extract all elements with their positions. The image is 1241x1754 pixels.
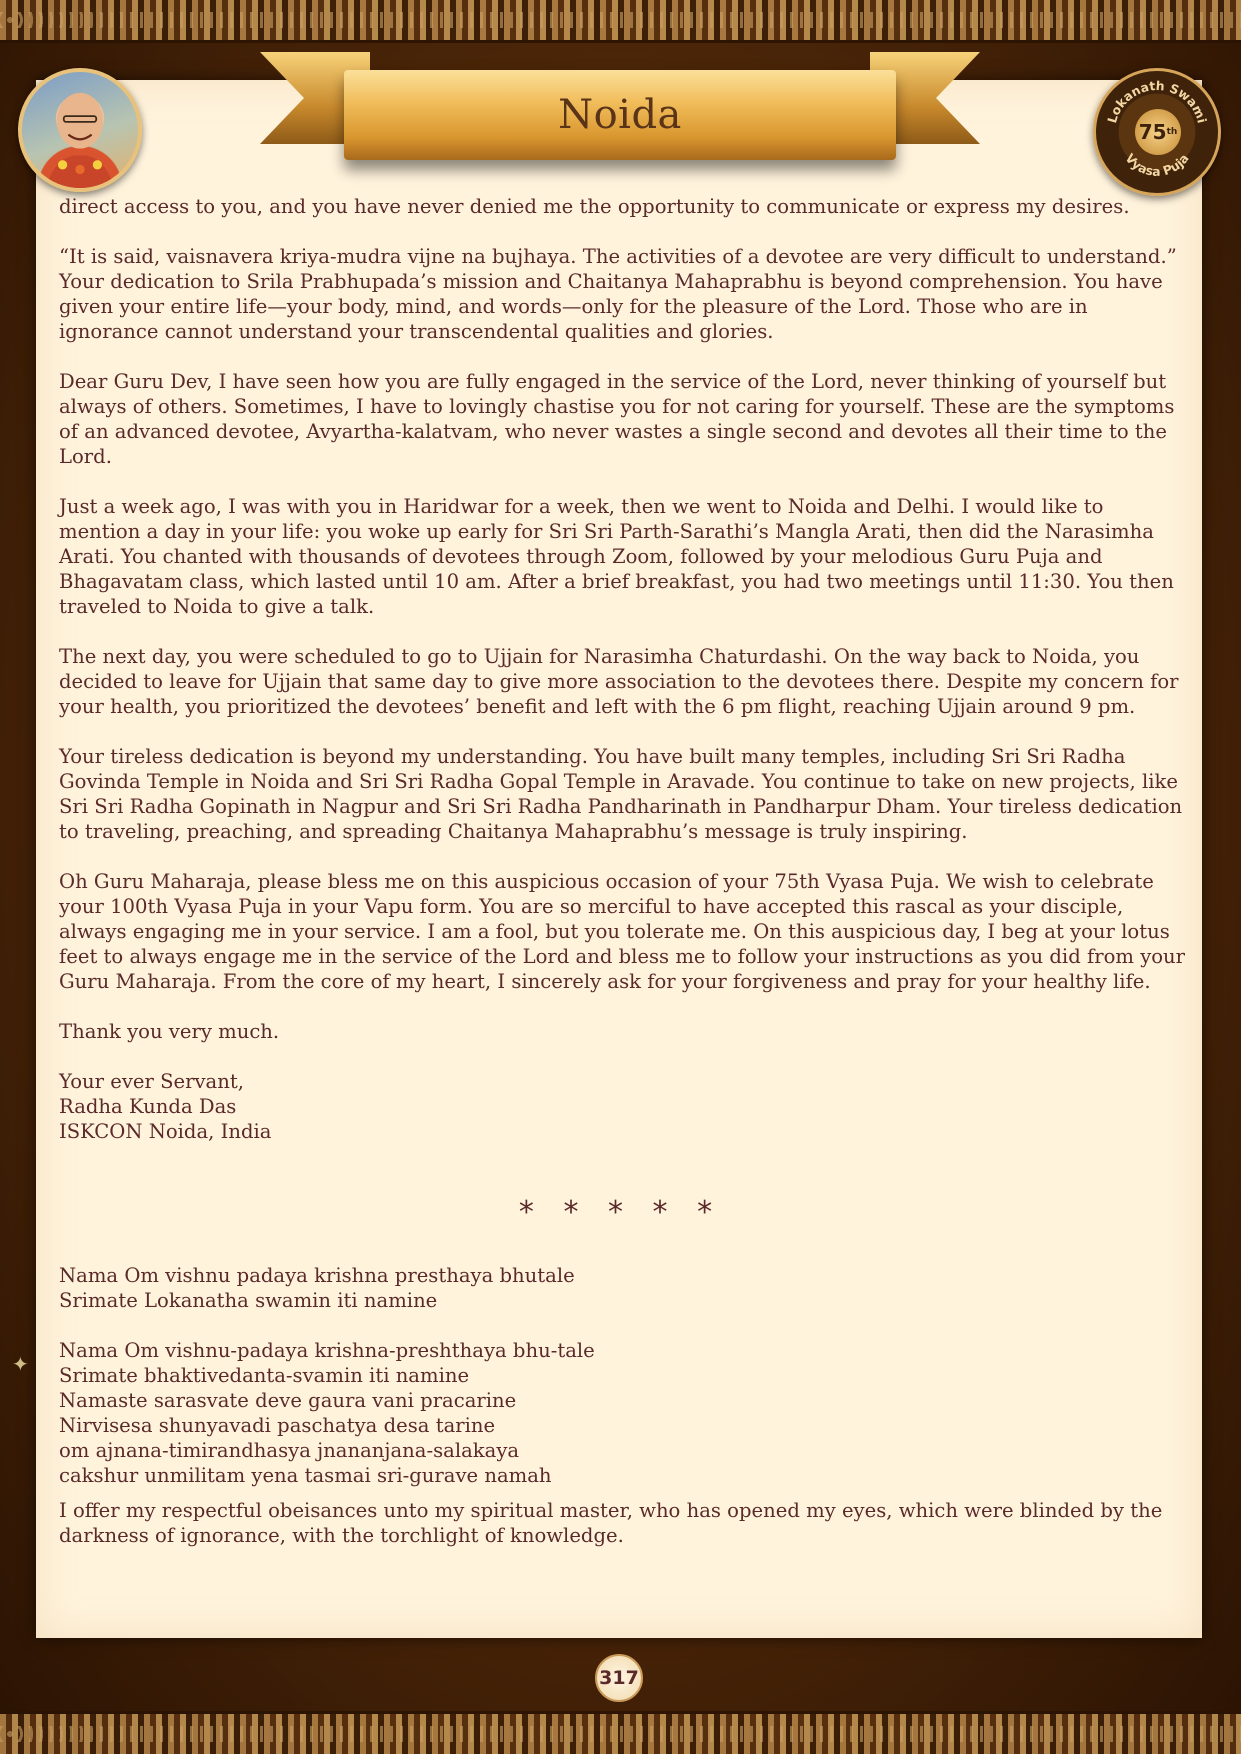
verse-line: Srimate bhaktivedanta-svamin iti namine (59, 1364, 470, 1387)
page-title: Noida (558, 92, 682, 138)
verse-line: Nama Om vishnu-padaya krishna-preshthaya bhu-tale (59, 1339, 595, 1362)
signoff-line: Your ever Servant, (59, 1070, 244, 1093)
verse-line: Srimate Lokanatha swamin iti namine (59, 1289, 438, 1312)
guru-portrait (18, 68, 142, 192)
seal-text-top: Lokanath Swami (1104, 77, 1210, 125)
seal-number: 75 (1138, 120, 1167, 144)
verse-line: Namaste sarasvate deve gaura vani pracarine (59, 1389, 517, 1412)
seal-text-bottom: Vyasa Puja (1122, 150, 1192, 179)
section-divider: * * * * * (518, 1195, 723, 1230)
letter-body (59, 194, 1189, 1169)
signoff-block (59, 1069, 1189, 1144)
seal-number-badge (1135, 109, 1181, 155)
verse-line: om ajnana-timirandhasya jnananjana-salakaya (59, 1439, 520, 1462)
pranama-mantra-prabhupada (59, 1338, 1189, 1488)
letter-paragraph: Oh Guru Maharaja, please bless me on this auspicious occasion of your 75th Vyasa Puja. We wish to celebrate your 100th Vyasa Puja in your Vapu form. You are so merciful to have accepted this rascal as your disciple, always engaging me in your service. I am a fool, but you tolerate me. On this auspicious day, I beg at your lotus feet to always engage me in the service of the Lord and bless me to follow your instructions as you did from your Guru Maharaja. From the core of my heart, I sincerely ask for your forgiveness and pray for your healthy life. (59, 870, 1186, 993)
verses-block (59, 1263, 1189, 1548)
page-number: 317 (595, 1654, 643, 1702)
letter-paragraph: Just a week ago, I was with you in Haridwar for a week, then we went to Noida and Delhi. I would like to mention a day in your life: you woke up early for Sri Sri Parth-Sarathi’s Mangla Arati, then did the Narasimha Arati. You chanted with thousands of devotees through Zoom, followed by your melodious Guru Puja and Bhagavatam class, which lasted until 10 am. After a brief breakfast, you had two meetings until 11:30. You then traveled to Noida to give a talk. (59, 495, 1174, 618)
verse-line: Nama Om vishnu padaya krishna presthaya bhutale (59, 1264, 575, 1287)
author-location: ISKCON Noida, India (59, 1120, 272, 1143)
letter-paragraph: direct access to you, and you have never denied me the opportunity to communicate or express my desires. (59, 195, 1130, 218)
sparkle-icon: ✦ (12, 1352, 29, 1376)
author-name: Radha Kunda Das (59, 1095, 237, 1118)
verse-translation: I offer my respectful obeisances unto my spiritual master, who has opened my eyes, which were blinded by the darkness of ignorance, with the torchlight of knowledge. (59, 1499, 1163, 1547)
vyasa-puja-seal-logo (1093, 68, 1221, 196)
title-ribbon (260, 52, 980, 162)
letter-paragraph: The next day, you were scheduled to go to Ujjain for Narasimha Chaturdashi. On the way back to Noida, you decided to leave for Ujjain that same day to give more association to the devotees there. Despite my concern for your health, you prioritized the devotees’ benefit and left with the 6 pm flight, reaching Ujjain around 9 pm. (59, 645, 1179, 718)
verse-line: Nirvisesa shunyavadi paschatya desa tarine (59, 1414, 496, 1437)
letter-paragraph: Thank you very much. (59, 1020, 280, 1043)
ribbon-band (344, 70, 896, 160)
verse-line: cakshur unmilitam yena tasmai sri-gurave namah (59, 1464, 552, 1487)
bottom-ornamental-border (0, 1711, 1241, 1754)
seal-number-suffix: th (1166, 127, 1178, 137)
letter-paragraph: Dear Guru Dev, I have seen how you are fully engaged in the service of the Lord, never thinking of yourself but always of others. Sometimes, I have to lovingly chastise you for not caring for yourself. These are the symptoms of an advanced devotee, Avyartha-kalatvam, who never wastes a single second and devotes all their time to the Lord. (59, 370, 1175, 468)
top-ornamental-border (0, 0, 1241, 43)
letter-paragraph: Your tireless dedication is beyond my understanding. You have built many temples, including Sri Sri Radha Govinda Temple in Noida and Sri Sri Radha Gopal Temple in Aravade. You continue to take on new projects, like Sri Sri Radha Gopinath in Nagpur and Sri Sri Radha Pandharinath in Pandharpur Dham. Your tireless dedication to traveling, preaching, and spreading Chaitanya Mahaprabhu’s message is truly inspiring. (59, 745, 1183, 843)
pranama-mantra-lokanath (59, 1263, 1189, 1313)
letter-paragraph: “It is said, vaisnavera kriya-mudra vijne na bujhaya. The activities of a devotee are very difficult to understand.” Your dedication to Srila Prabhupada’s mission and Chaitanya Mahaprabhu is beyond comprehension. You have given your entire life—your body, mind, and words—only for the pleasure of the Lord. Those who are in ignorance cannot understand your transcendental qualities and glories. (59, 245, 1177, 343)
